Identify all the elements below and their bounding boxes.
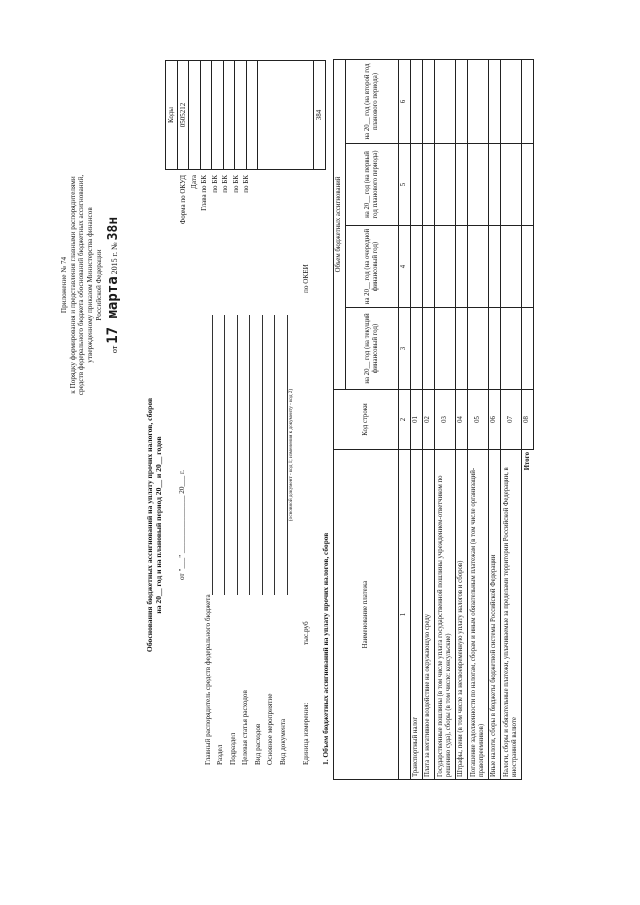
row-name: Погашение задолженности по налогам, сборам и иным обязательным платежам (в том числе организаций-правопреемников) <box>468 450 489 780</box>
codes-value-okud: 0505212 <box>177 61 189 170</box>
table-row <box>456 59 468 779</box>
field-row-expense-type <box>250 315 263 765</box>
row-cell[interactable] <box>501 59 522 143</box>
table-row <box>411 59 423 779</box>
col-number-5: 5 <box>399 144 411 226</box>
row-cell[interactable] <box>501 144 522 226</box>
header-fields <box>200 315 295 765</box>
table-row <box>423 59 435 779</box>
field-line-main-activity[interactable] <box>265 315 275 595</box>
row-cell[interactable] <box>423 308 435 390</box>
codes-label-bk-3: по БК <box>231 175 240 193</box>
row-name: Штрафы, пени (в том числе за несвоевременную уплату налогов и сборов) <box>456 450 468 780</box>
row-cell[interactable] <box>456 308 468 390</box>
total-cell[interactable] <box>522 144 534 226</box>
codes-label-glava: Глава по БК <box>200 175 208 211</box>
total-label: Итого <box>523 452 531 471</box>
table-row <box>468 59 489 779</box>
codes-label-date: Дата <box>189 175 198 189</box>
field-label-main-activity: Основное мероприятие <box>266 693 275 765</box>
field-row-subsection <box>225 315 238 765</box>
document-type-caption: (основной документ - код 1; изменения к документу - код 2) <box>287 388 294 522</box>
row-cell[interactable] <box>411 59 423 143</box>
table-row <box>489 59 501 779</box>
codes-label-bk-1: по БК <box>210 175 219 193</box>
row-code: 01 <box>411 390 423 450</box>
row-name: Иные налоги, сборы в бюджеты бюджетной системы Российской Федерации <box>489 450 501 780</box>
codes-label-bk-2: по БК <box>221 175 229 193</box>
total-cell[interactable] <box>522 308 534 390</box>
codes-value-bk-4 <box>246 61 258 170</box>
row-cell[interactable] <box>468 59 489 143</box>
order-line <box>105 120 122 450</box>
col-number-6: 6 <box>399 59 411 143</box>
row-cell[interactable] <box>489 59 501 143</box>
row-cell[interactable] <box>489 226 501 308</box>
row-code: 05 <box>468 390 489 450</box>
codes-value-glava <box>200 61 212 170</box>
row-cell[interactable] <box>489 144 501 226</box>
codes-value-date <box>189 61 201 170</box>
col-number-2: 2 <box>399 390 411 450</box>
approval-line-3: утвержденному приказом Министерства финансов <box>85 207 94 363</box>
codes-table <box>165 60 326 170</box>
field-row-document-type <box>275 315 288 765</box>
table-row <box>435 59 456 779</box>
row-cell[interactable] <box>411 144 423 226</box>
total-row <box>522 59 534 779</box>
order-date: 17 марта <box>105 276 122 344</box>
total-cell[interactable] <box>522 226 534 308</box>
order-year: 2015 г. № <box>110 242 120 275</box>
row-cell[interactable] <box>501 226 522 308</box>
order-prefix: от <box>110 345 120 354</box>
row-cell[interactable] <box>435 226 456 308</box>
col-header-year-2: на 20__ год (на очередной финансовый год) <box>346 226 399 308</box>
field-line-target-article[interactable] <box>240 315 250 595</box>
col-number-3: 3 <box>399 308 411 390</box>
field-label-expense-type: Вид расходов <box>253 723 262 765</box>
codes-blank <box>258 61 314 170</box>
field-label-target-article: Целевая статья расходов <box>241 690 250 765</box>
field-label-subsection: Подраздел <box>228 732 237 765</box>
row-cell[interactable] <box>411 308 423 390</box>
field-row-distributor <box>200 315 213 765</box>
approval-line-2: средств федерального бюджета обоснований бюджетных ассигнований, <box>77 174 86 396</box>
form-date-line: от "___" ________________ 20___ г. <box>178 470 186 580</box>
col-header-year-3: на 20__ год (на первый год планового периода) <box>346 144 399 226</box>
row-cell[interactable] <box>423 59 435 143</box>
codes-label-okud: Форма по ОКУД <box>179 175 187 225</box>
unit-value: тыс.руб <box>302 621 310 645</box>
col-header-year-4: на 20__ год (на второй год планового периода) <box>346 59 399 143</box>
row-code: 07 <box>501 390 522 450</box>
codes-header: Коды <box>166 61 178 170</box>
row-cell[interactable] <box>411 226 423 308</box>
allocations-table <box>333 59 534 780</box>
row-name: Транспортный налог <box>411 450 423 780</box>
row-cell[interactable] <box>423 226 435 308</box>
col-number-1: 1 <box>399 450 411 780</box>
form-title <box>145 295 163 755</box>
table-row <box>501 59 522 779</box>
field-line-subsection[interactable] <box>228 315 238 595</box>
approval-line-4: Российской Федерации <box>94 249 103 321</box>
total-code: 08 <box>522 390 534 450</box>
field-row-target-article <box>238 315 251 765</box>
appendix-number: Приложение № 74 <box>60 256 68 314</box>
order-number: 38н <box>106 216 122 241</box>
row-cell[interactable] <box>468 308 489 390</box>
col-header-name: Наименование платежа <box>334 450 399 780</box>
row-cell[interactable] <box>456 144 468 226</box>
field-line-document-type[interactable] <box>278 315 288 595</box>
codes-value-bk-2 <box>223 61 235 170</box>
row-code: 02 <box>423 390 435 450</box>
field-row-section <box>213 315 226 765</box>
field-label-document-type: Вид документа <box>278 718 287 765</box>
row-cell[interactable] <box>489 308 501 390</box>
row-name: Плата за негативное воздействие на окружающую среду <box>423 450 435 780</box>
field-line-expense-type[interactable] <box>253 315 263 595</box>
approval-line-1: к Порядку формирования и представления главными распорядителями <box>68 176 77 394</box>
row-name: Государственные пошлины (в том числе уплата государственной пошлины учреждением-ответчиком по решению суда), сборы (в том числе: консульские) <box>435 450 456 780</box>
total-cell[interactable] <box>522 59 534 143</box>
title-line-1: Обоснования бюджетных ассигнований на уплату прочих налогов, сборов <box>145 397 154 653</box>
field-line-section[interactable] <box>215 315 225 595</box>
codes-value-okei: 384 <box>314 61 326 170</box>
row-cell[interactable] <box>468 144 489 226</box>
field-label-section: Раздел <box>216 744 225 765</box>
row-code: 03 <box>435 390 456 450</box>
row-cell[interactable] <box>435 59 456 143</box>
row-name: Налоги, сборы и обязательные платежи, уплачиваемые за пределами территории Российской Федерации, в иностранной валюте <box>501 450 522 780</box>
field-label-distributor: Главный распорядитель средств федерального бюджета <box>203 594 212 765</box>
field-row-main-activity <box>263 315 276 765</box>
col-header-code: Код строки <box>334 390 399 450</box>
codes-labels <box>178 175 252 295</box>
title-line-2: на 20__ год и на плановый период 20__ и 20__ годов <box>154 436 164 614</box>
row-code: 04 <box>456 390 468 450</box>
section-title: 1. Объем бюджетных ассигнований на уплату прочих налогов, сборов <box>321 532 330 765</box>
row-cell[interactable] <box>456 59 468 143</box>
field-line-distributor[interactable] <box>203 315 213 595</box>
row-cell[interactable] <box>468 226 489 308</box>
row-cell[interactable] <box>423 144 435 226</box>
row-cell[interactable] <box>456 226 468 308</box>
row-cell[interactable] <box>435 144 456 226</box>
unit-label: Единица измерения: <box>302 702 310 765</box>
approval-block <box>60 120 122 450</box>
col-header-group: Объем бюджетных ассигнований <box>334 59 346 389</box>
codes-value-bk-1 <box>212 61 224 170</box>
col-number-4: 4 <box>399 226 411 308</box>
col-header-year-1: на 20__ год (на текущий финансовый год) <box>346 308 399 390</box>
codes-value-bk-3 <box>235 61 247 170</box>
row-cell[interactable] <box>435 308 456 390</box>
row-cell[interactable] <box>501 308 522 390</box>
okei-label: по ОКЕИ <box>302 264 310 293</box>
row-code: 06 <box>489 390 501 450</box>
codes-label-bk-4: по БК <box>242 175 250 193</box>
